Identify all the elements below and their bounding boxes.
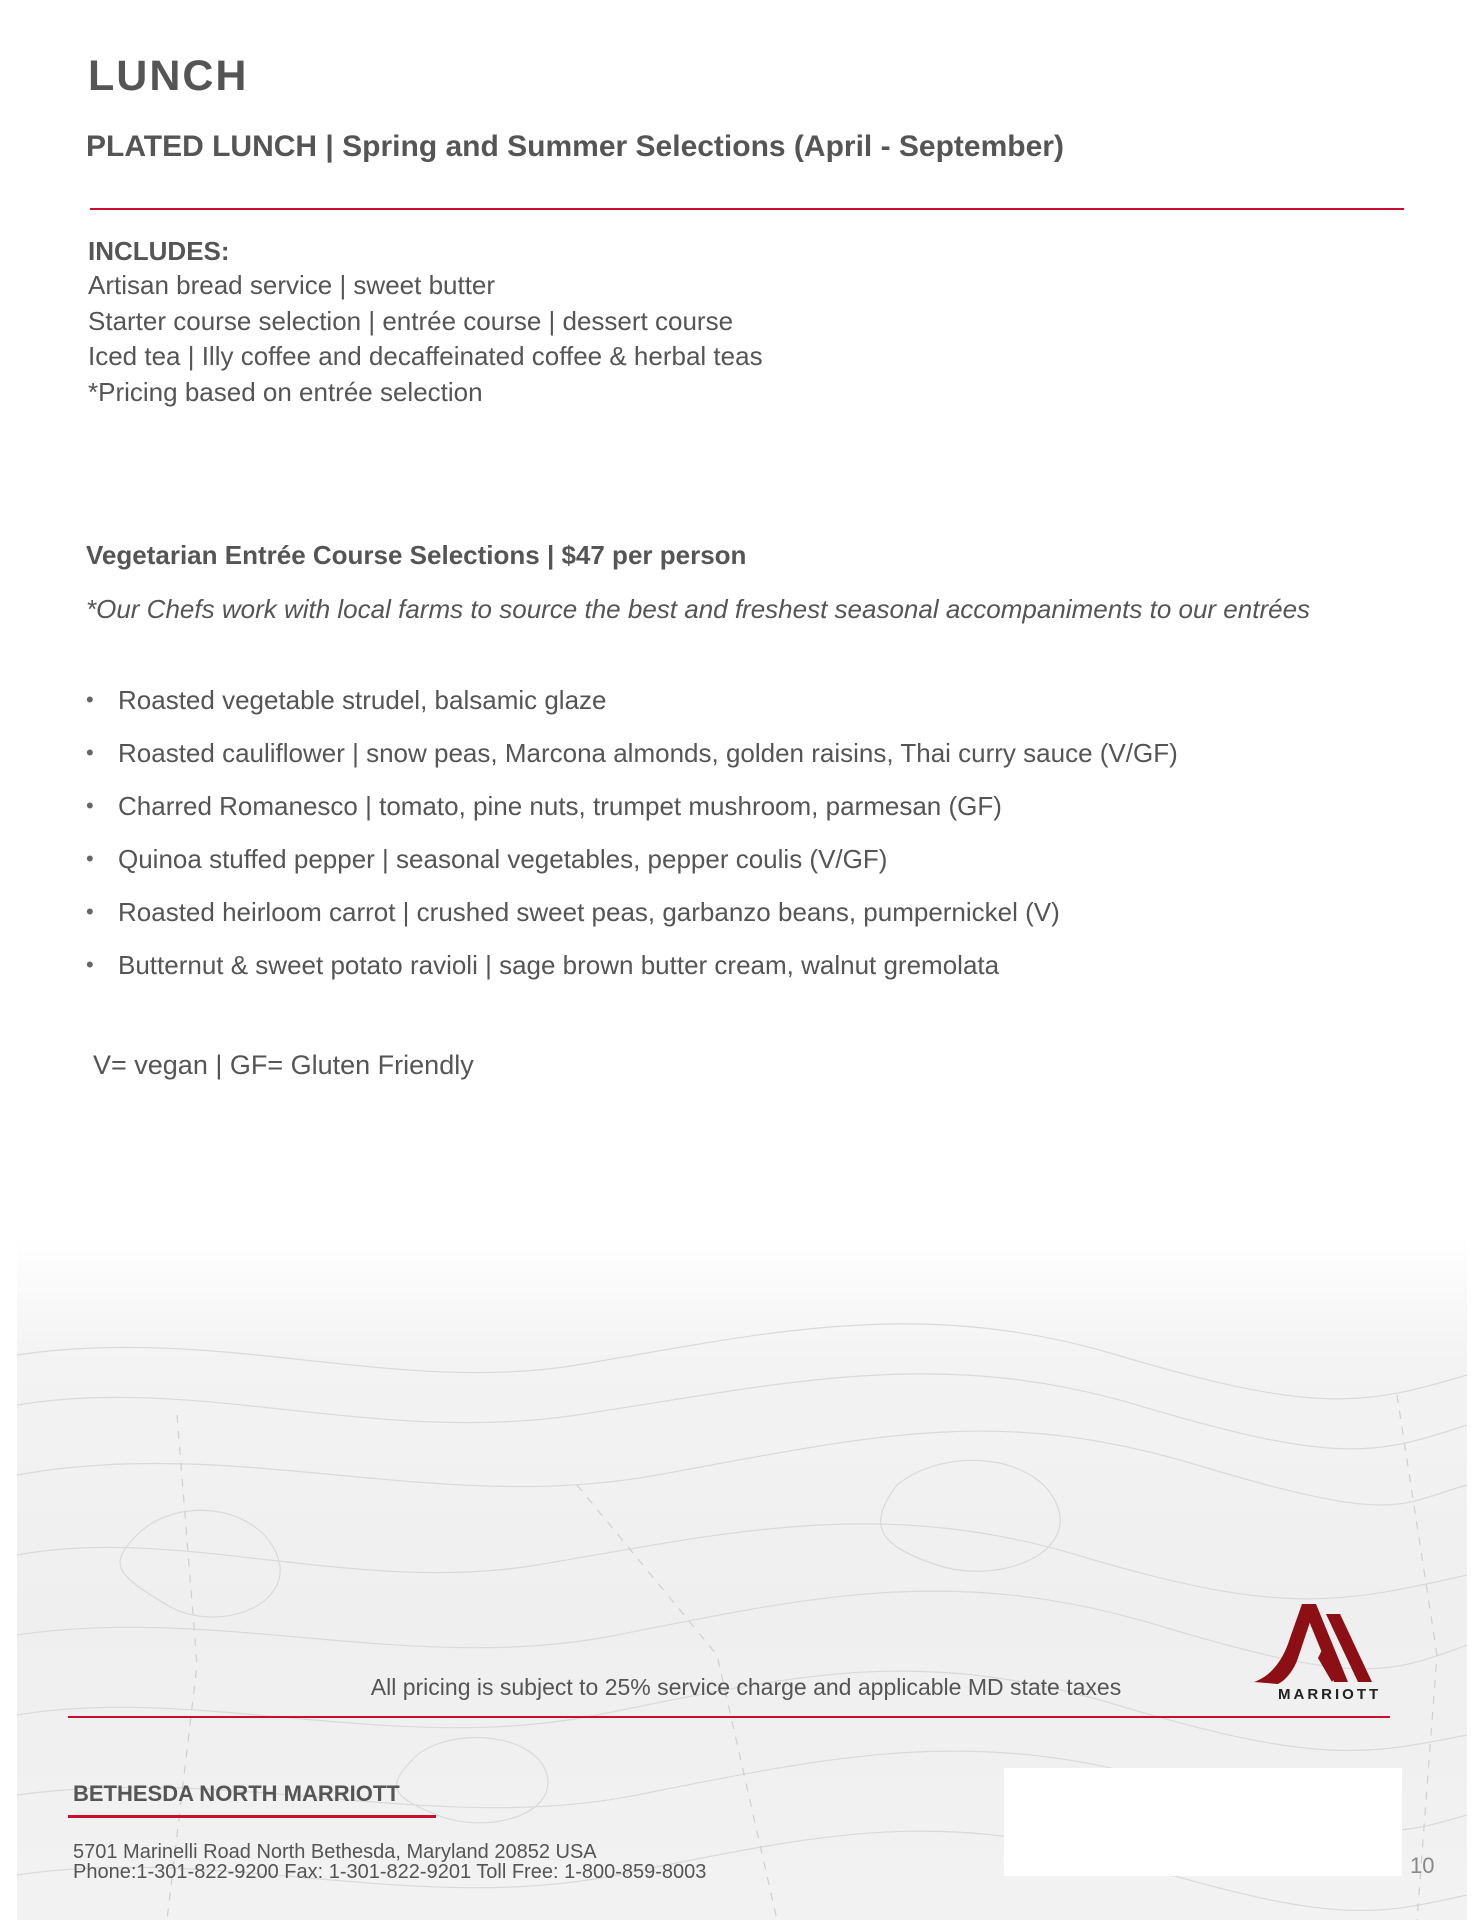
marriott-logo (1250, 1598, 1396, 1716)
logo-wordmark: MARRIOTT (1278, 1686, 1382, 1703)
bullet-icon: • (86, 793, 94, 818)
address-line: 5701 Marinelli Road North Bethesda, Maryland 20852 USA (73, 1841, 597, 1863)
footer-divider (68, 1716, 1390, 1718)
menu-item-text: Charred Romanesco | tomato, pine nuts, trumpet mushroom, parmesan (GF) (118, 791, 1002, 821)
includes-item: Starter course selection | entrée course | dessert course (88, 305, 734, 336)
vegetarian-menu-list (86, 679, 1178, 997)
menu-item-text: Roasted vegetable strudel, balsamic glaze (118, 685, 607, 715)
bullet-icon: • (86, 846, 94, 871)
menu-item (86, 732, 1178, 785)
phone-line: Phone:1-301-822-9200 Fax: 1-301-822-9201 Toll Free: 1-800-859-8003 (73, 1861, 707, 1883)
bullet-icon: • (86, 952, 94, 977)
menu-item (86, 891, 1178, 944)
hotel-name-underline (68, 1815, 436, 1818)
includes-list (88, 268, 763, 410)
menu-item (86, 944, 1178, 997)
includes-item: *Pricing based on entrée selection (88, 376, 483, 407)
blank-panel (1004, 1768, 1402, 1876)
page-number: 10 (1410, 1853, 1435, 1878)
menu-item (86, 679, 1178, 732)
menu-item (86, 838, 1178, 891)
includes-item: Artisan bread service | sweet butter (88, 270, 496, 300)
menu-item-text: Quinoa stuffed pepper | seasonal vegetables, pepper coulis (V/GF) (118, 844, 888, 874)
includes-label: INCLUDES: (88, 236, 230, 266)
section-subtitle: PLATED LUNCH | Spring and Summer Selections (April - September) (86, 130, 1064, 163)
menu-item-text: Roasted heirloom carrot | crushed sweet peas, garbanzo beans, pumpernickel (V) (118, 897, 1060, 927)
marriott-m-icon (1250, 1598, 1396, 1688)
pricing-note: All pricing is subject to 25% service charge and applicable MD state taxes (370, 1674, 1122, 1700)
includes-item: Iced tea | Illy coffee and decaffeinated coffee & herbal teas (88, 341, 763, 371)
bullet-icon: • (86, 687, 94, 712)
vegetarian-section-title: Vegetarian Entrée Course Selections | $47 per person (86, 540, 747, 570)
page-title: LUNCH (88, 52, 249, 100)
menu-item-text: Roasted cauliflower | snow peas, Marcona almonds, golden raisins, Thai curry sauce (V/GF) (118, 738, 1178, 768)
chef-note: *Our Chefs work with local farms to source the best and freshest seasonal accompaniments to our entrées (86, 594, 1311, 624)
menu-item (86, 785, 1178, 838)
header-divider (90, 208, 1404, 210)
menu-item-text: Butternut & sweet potato ravioli | sage brown butter cream, walnut gremolata (118, 950, 1000, 980)
hotel-name: BETHESDA NORTH MARRIOTT (73, 1781, 400, 1806)
contact-info (73, 1842, 706, 1882)
dietary-legend: V= vegan | GF= Gluten Friendly (93, 1050, 474, 1080)
bullet-icon: • (86, 740, 94, 765)
bullet-icon: • (86, 899, 94, 924)
